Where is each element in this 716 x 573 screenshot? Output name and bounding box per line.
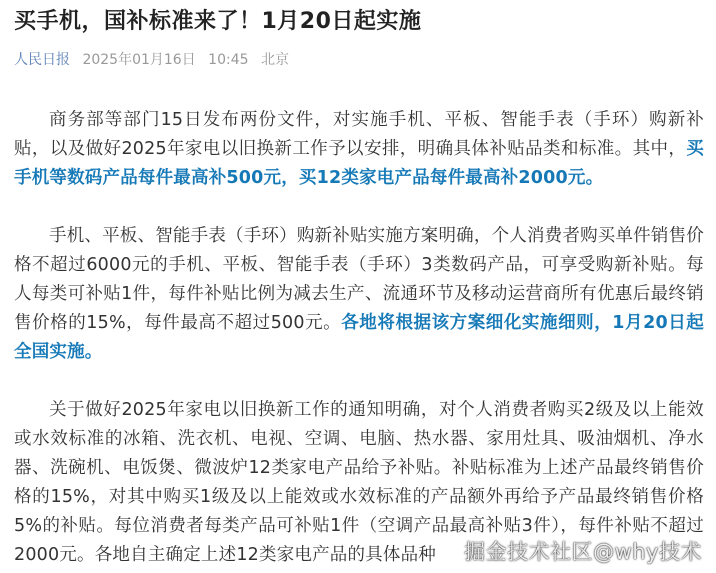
publish-location: 北京: [260, 52, 289, 68]
source-link[interactable]: 人民日报: [14, 52, 70, 68]
article-meta: [14, 50, 704, 70]
article-paragraph: [14, 106, 704, 193]
publish-time: 10:45: [208, 52, 249, 68]
paragraph-highlight: 各地将根据该方案细化实施细则，1月20日起全国实施。: [14, 313, 704, 362]
paragraph-text: 手机、平板、智能手表（手环）购新补贴实施方案明确，个人消费者购买单件销售价格不超过6000元的手机、平板、智能手表（手环）3类数码产品，可享受购新补贴。每人每类可补贴1件，每件补贴比例为减去生产、流通环节及移动运营商所有优惠后最终销售价格的15%，每件最高不超过500元。: [14, 226, 704, 333]
article-title: 买手机，国补标准来了！1月20日起实施: [14, 9, 422, 34]
paragraph-highlight: 买手机等数码产品每件最高补500元，买12类家电产品每件最高补2000元。: [14, 139, 704, 188]
article-paragraph: [14, 222, 704, 367]
publish-date: 2025年01月16日: [82, 52, 196, 68]
watermark: 掘金技术社区@why技术: [464, 540, 702, 564]
paragraph-text: 商务部等部门15日发布两份文件，对实施手机、平板、智能手表（手环）购新补贴，以及做好2025年家电以旧换新工作予以安排，明确具体补贴品类和标准。其中，: [14, 110, 704, 159]
paragraph-text: 关于做好2025年家电以旧换新工作的通知明确，对个人消费者购买2级及以上能效或水效标准的冰箱、洗衣机、电视、空调、电脑、热水器、家用灶具、吸油烟机、净水器、洗碗机、电饭煲、微波炉12类家电产品给予补贴。补贴标准为上述产品最终销售价格的15%，对其中购买1级及以上能效或水效标准的产品额外再给予产品最终销售价格5%的补贴。每位消费者每类产品可补贴1件（空调产品最高补贴3件），每件补贴不超过2000元。各地自主确定上述12类家电产品的具体品种: [14, 400, 704, 565]
article: [14, 6, 704, 570]
